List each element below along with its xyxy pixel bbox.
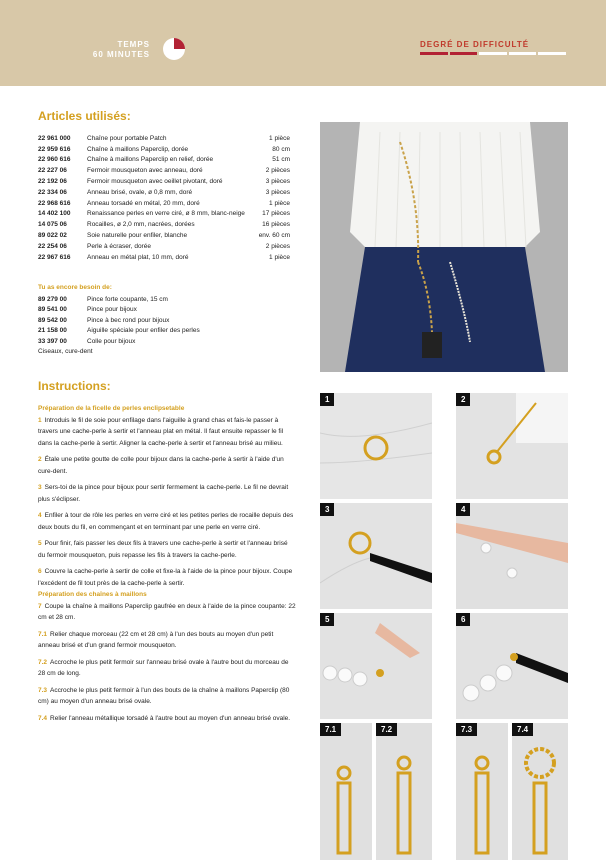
tools-extra: Ciseaux, cure-dent: [38, 347, 93, 355]
step: 7 Coupe la chaîne à maillons Paperclip gaufrée en deux à l'aide de la pince coupante: 22 cm et 28 cm.: [38, 602, 296, 621]
tool-name: Pince forte coupante, 15 cm: [87, 295, 168, 303]
step-photo: [320, 613, 432, 719]
article-name: Chaîne pour portable Patch: [87, 134, 167, 142]
tool-name: Aiguille spéciale pour enfiler des perles: [87, 327, 200, 335]
step-photo: [320, 393, 432, 499]
product-photo: [320, 122, 568, 372]
article-qty: 1 pièce: [269, 253, 290, 261]
article-qty: 80 cm: [272, 145, 290, 153]
difficulty-segment: [538, 52, 566, 55]
article-qty: 1 pièce: [269, 134, 290, 142]
article-name: Perle à écraser, dorée: [87, 242, 151, 250]
step-badge: 7.2: [376, 723, 397, 736]
step-photo: [512, 723, 568, 860]
article-qty: 2 pièces: [265, 242, 290, 250]
step-photo: [320, 503, 432, 609]
article-qty: 3 pièces: [265, 178, 290, 186]
step-badge: 3: [320, 503, 334, 516]
tool-row: [38, 305, 290, 316]
instructions-title: Instructions:: [38, 379, 111, 393]
step: 5 Pour finir, fais passer les deux fils à travers une cache-perle à sertir et l'anneau brisé du fermoir mousqueton, puis repasse les fils à travers la cache-perle.: [38, 540, 288, 559]
article-number: 14 075 06: [38, 221, 67, 229]
tool-number: 89 541 00: [38, 306, 67, 314]
article-name: Chaîne à maillons Paperclip en relief, dorée: [87, 156, 214, 164]
step-illustration: [320, 393, 432, 499]
section-title: Préparation de la ficelle de perles enclipsetable: [38, 405, 185, 412]
difficulty-meter: [420, 52, 566, 55]
step-illustration: [320, 723, 372, 860]
clock-icon: [162, 37, 186, 61]
tools-list: [38, 294, 290, 357]
article-qty: 2 pièces: [265, 167, 290, 175]
time-info: [93, 40, 150, 60]
tool-name: Colle pour bijoux: [87, 337, 136, 345]
article-qty: 51 cm: [272, 156, 290, 164]
step: 7.3 Accroche le plus petit fermoir à l'un des bouts de la chaîne à maillons Paperclip (80 cm) au moyen d'un anneau brisé ovale.: [38, 686, 290, 705]
article-number: 14 402 100: [38, 210, 71, 218]
article-row: [38, 252, 290, 263]
article-qty: 3 pièces: [265, 188, 290, 196]
article-number: 22 967 616: [38, 253, 71, 261]
time-label: TEMPS: [117, 40, 150, 49]
articles-title: Articles utilisés:: [38, 109, 131, 123]
tool-number: 89 542 00: [38, 316, 67, 324]
article-name: Anneau en métal plat, 10 mm, doré: [87, 253, 189, 261]
tool-number: 21 158 00: [38, 327, 67, 335]
article-row: [38, 144, 290, 155]
section-title: Préparation des chaînes à maillons: [38, 591, 147, 598]
article-row: [38, 209, 290, 220]
difficulty-label: DEGRÉ DE DIFFICULTÉ: [420, 40, 530, 49]
step-badge: 2: [456, 393, 470, 406]
step: 6 Couvre la cache-perle à sertir de colle et fixe-la à l'aide de la pince pour bijoux. Coupe l'excédent de fil tout près de la cache-perle à sertir.: [38, 568, 293, 587]
step-photo: [456, 393, 568, 499]
article-number: 22 334 06: [38, 188, 67, 196]
step-photo: [320, 723, 372, 860]
article-row: [38, 155, 290, 166]
article-qty: 17 pièces: [262, 210, 290, 218]
step: 3 Sers-toi de la pince pour bijoux pour sertir fermement la cache-perle. Le fil ne devrait plus s'éclipser.: [38, 484, 289, 503]
tool-row: [38, 294, 290, 305]
instructions-body: [38, 403, 296, 724]
article-name: Rocailles, ø 2,0 mm, nacrées, dorées: [87, 221, 195, 229]
article-name: Soie naturelle pour enfiler, blanche: [87, 232, 188, 240]
difficulty-segment: [509, 52, 537, 55]
article-number: 22 961 000: [38, 134, 71, 142]
step-badge: 7.1: [320, 723, 341, 736]
tool-name: Pince à bec rond pour bijoux: [87, 316, 170, 324]
tool-row: [38, 336, 290, 347]
step-badge: 7.4: [512, 723, 533, 736]
step-badge: 6: [456, 613, 470, 626]
article-number: 22 968 616: [38, 199, 71, 207]
tool-row: [38, 315, 290, 326]
article-number: 22 192 06: [38, 178, 67, 186]
article-name: Fermoir mousqueton avec oeillet pivotant, doré: [87, 178, 223, 186]
tools-title: Tu as encore besoin de:: [38, 284, 112, 291]
step-photo: [376, 723, 432, 860]
time-value: 60 MINUTES: [92, 50, 150, 59]
step-illustration: [512, 723, 568, 860]
article-qty: env. 60 cm: [258, 232, 290, 240]
step: 7.1 Relier chaque morceau (22 cm et 28 cm) à l'un des bouts au moyen d'un petit anneau brisé et d'un grand fermoir mousqueton.: [38, 630, 274, 649]
article-number: 22 254 06: [38, 242, 67, 250]
article-name: Renaissance perles en verre ciré, ø 8 mm, blanc-neige: [87, 210, 245, 218]
article-qty: 16 pièces: [262, 221, 290, 229]
step-photo: [456, 723, 508, 860]
article-row: [38, 187, 290, 198]
step: 4 Enfiler à tour de rôle les perles en verre ciré et les petites perles de rocaille depuis des deux bouts du fil, en commençant et en terminant par une perle en verre ciré.: [38, 512, 294, 531]
article-number: 22 959 616: [38, 145, 71, 153]
step: 2 Étale une petite goutte de colle pour bijoux dans la cache-perle à sertir à l'aide d'un cure-dent.: [38, 456, 284, 475]
article-row: [38, 133, 290, 144]
article-name: Anneau brisé, ovale, ø 0,8 mm, doré: [87, 188, 193, 196]
model-illustration: [320, 122, 568, 372]
header-band: [0, 0, 606, 86]
article-name: Anneau torsadé en métal, 20 mm, doré: [87, 199, 200, 207]
article-row: [38, 241, 290, 252]
step-illustration: [376, 723, 432, 860]
tool-name: Pince pour bijoux: [87, 306, 137, 314]
article-row: [38, 219, 290, 230]
article-qty: 1 pièce: [269, 199, 290, 207]
tool-number: 33 397 00: [38, 337, 67, 345]
article-row: [38, 230, 290, 241]
article-row: [38, 198, 290, 209]
article-row: [38, 176, 290, 187]
step-badge: 5: [320, 613, 334, 626]
article-number: 22 960 616: [38, 156, 71, 164]
step-photo: [456, 503, 568, 609]
article-name: Chaîne à maillons Paperclip, dorée: [87, 145, 189, 153]
step-illustration: [456, 613, 568, 719]
tool-number: 89 279 00: [38, 295, 67, 303]
articles-list: [38, 133, 290, 263]
step-illustration: [456, 503, 568, 609]
step-illustration: [456, 393, 568, 499]
step-illustration: [320, 613, 432, 719]
difficulty-segment: [420, 52, 448, 55]
difficulty-segment: [479, 52, 507, 55]
tool-row: [38, 326, 290, 337]
step-badge: 1: [320, 393, 334, 406]
step-badge: 7.3: [456, 723, 477, 736]
step-photo: [456, 613, 568, 719]
step-badge: 4: [456, 503, 470, 516]
step-illustration: [320, 503, 432, 609]
step-illustration: [456, 723, 508, 860]
step: 7.2 Accroche le plus petit fermoir sur l'anneau brisé ovale à l'autre bout du morceau de 28 cm de long.: [38, 658, 289, 677]
article-number: 89 022 02: [38, 232, 67, 240]
step: 1 Introduis le fil de soie pour enfilage dans l'aiguille à grand chas et fais-le passer à travers une cache-perle à sertir et l'anneau plat en métal. Il faut ensuite repasser le fil dans la cache-perle à sertir. Aligner la cache-perle à sertir et l'anneau brisé au milieu.: [38, 416, 284, 447]
difficulty-segment: [450, 52, 478, 55]
article-row: [38, 165, 290, 176]
step: 7.4 Relier l'anneau métallique torsadé à l'autre bout au moyen d'un anneau brisé ovale.: [38, 714, 291, 722]
article-name: Fermoir mousqueton avec anneau, doré: [87, 167, 203, 175]
article-number: 22 227 06: [38, 167, 67, 175]
